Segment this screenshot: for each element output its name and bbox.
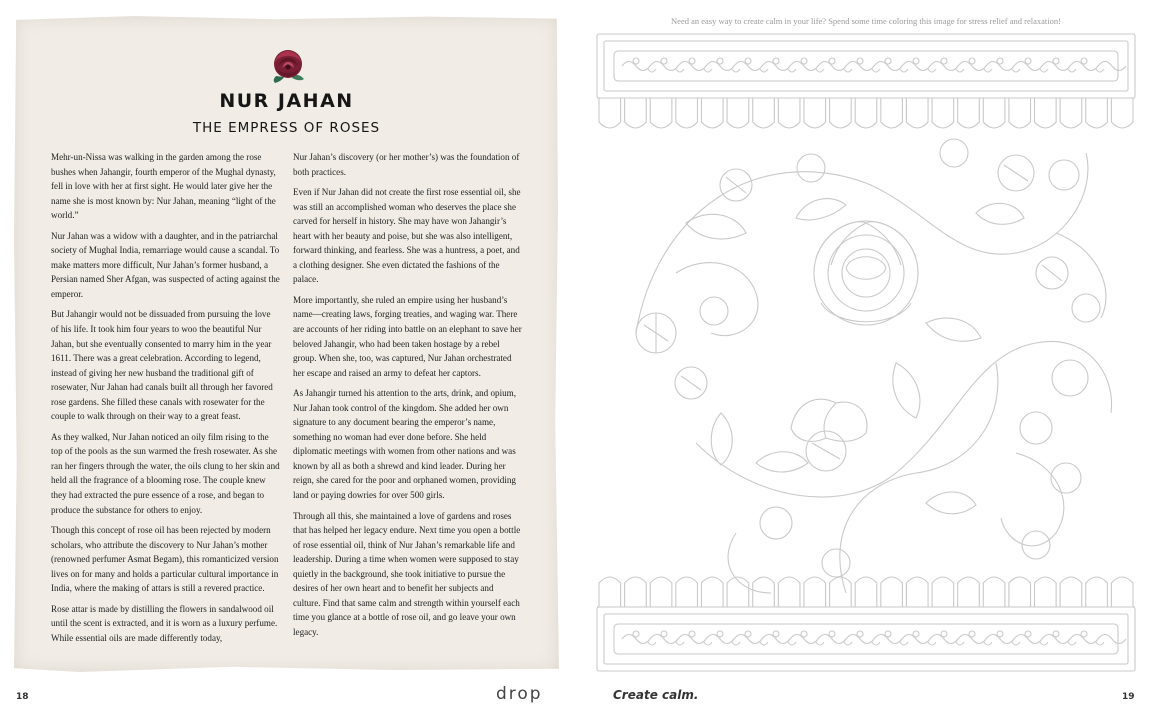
vine-border-top: [622, 58, 1126, 72]
rose-icon: [266, 46, 310, 86]
paragraph: Though this concept of rose oil has been rejected by modern scholars, who attribute the discovery to Nur Jahan’s mother (renowned perfumer Asmat Begam), this romanticized version lives on for many and holds a particular cultural importance in India, where the making of attars is still a revered practice.: [51, 525, 279, 594]
coloring-caption: Need an easy way to create calm in your life? Spend some time coloring this image for stress relief and relaxation!: [671, 16, 1061, 26]
paragraph: Rose attar is made by distilling the flowers in sandalwood oil until the scent is extracted, and it is worn as a luxury perfume. While essential oils are made differently today,: [51, 603, 278, 643]
article-subtitle: THE EMPRESS OF ROSES: [192, 120, 381, 136]
central-rose-motif: [636, 139, 1112, 593]
paragraph: As they walked, Nur Jahan noticed an oily film rising to the top of the pools as the sun warmed the fresh rosewater. As she ran her fingers through the water, the oils clung to her skin and held all the fragrance of a blooming rose. The couple knew they had extracted the pure essence of a rose, and began to produce the substance for others to enjoy.: [51, 431, 280, 515]
floral-coloring-illustration: [596, 33, 1136, 673]
paragraph: Through all this, she maintained a love of gardens and roses that has helped her legacy endure. Next time you open a bottle of rose essential oil, think of Nur Jahan’s remarkable life and leadership. During a time when women were supposed to stay quietly in the background, she took initiative to pursue the desires of her own heart and to benefit her subjects and culture. Find that same calm and strength within yourself each time you glance at a bottle of rose oil, and go leave your own legacy.: [293, 510, 521, 637]
arch-row-top: [599, 98, 1133, 128]
paragraph: Mehr-un-Nissa was walking in the garden among the rose bushes when Jahangir, fourth emperor of the Mughal dynasty, fell in love with her at first sight. He would later give her the name she is most known by: Nur Jahan, meaning “light of the world.”: [51, 152, 276, 221]
paragraph: More importantly, she ruled an empire using her husband’s name—creating laws, forging treaties, and waging war. There are accounts of her riding into battle on an elephant to save her beloved Jahangir, who had been taken hostage by a rebel group. When she, too, was captured, Nur Jahan orchestrated her escape and raised an army to defeat her captors.: [293, 294, 522, 378]
paragraph: But Jahangir would not be dissuaded from pursuing the love of his life. It took him four years to woo the beautiful Nur Jahan, but she eventually consented to marry him in the year 1611. There was a great celebration. According to legend, instead of giving her new husband the traditional gift of rosewater, Nur Jahan had canals built all through her favored rose gardens. She filled these canals with rosewater for the couple to walk through on their way to a great feast.: [51, 309, 273, 422]
paragraph: Nur Jahan’s discovery (or her mother’s) was the foundation of both practices.: [293, 152, 520, 177]
arch-row-bottom: [599, 577, 1133, 607]
vine-border-bottom: [622, 631, 1126, 645]
paragraph: Nur Jahan was a widow with a daughter, and in the patriarchal society of Mughal India, remarriage would cause a scandal. To make matters more difficult, Nur Jahan’s former husband, a Persian named Sher Afgan, was suspected of acting against the emperor.: [51, 230, 280, 299]
brand-logo-text: drop: [496, 684, 543, 704]
paragraph: As Jahangir turned his attention to the arts, drink, and opium, Nur Jahan took control of the kingdom. She added her own signature to any document bearing the emperor’s name, something no woman had ever done before. She held diplomatic meetings with women from other nations and was known by all as both a shrewd and kind leader. During her reign, she cared for the poor and orphaned women, providing land or paying dowries for over 500 girls.: [293, 388, 517, 501]
page-number-right: 19: [1122, 692, 1135, 702]
page-number-left: 18: [16, 692, 29, 702]
paragraph: Even if Nur Jahan did not create the first rose essential oil, she was still an accomplished woman who deserves the place she carved for herself in history. She may have won Jahangir’s heart with her beauty and poise, but she was also intelligent, forward thinking, and fearless. She was a huntress, a poet, and a clothing designer. She even dictated the fashions of the palace.: [293, 187, 521, 285]
article-title: NUR JAHAN: [219, 90, 354, 112]
tagline: Create calm.: [613, 688, 699, 702]
text-column-right: [293, 150, 523, 646]
text-column-left: [51, 150, 280, 652]
